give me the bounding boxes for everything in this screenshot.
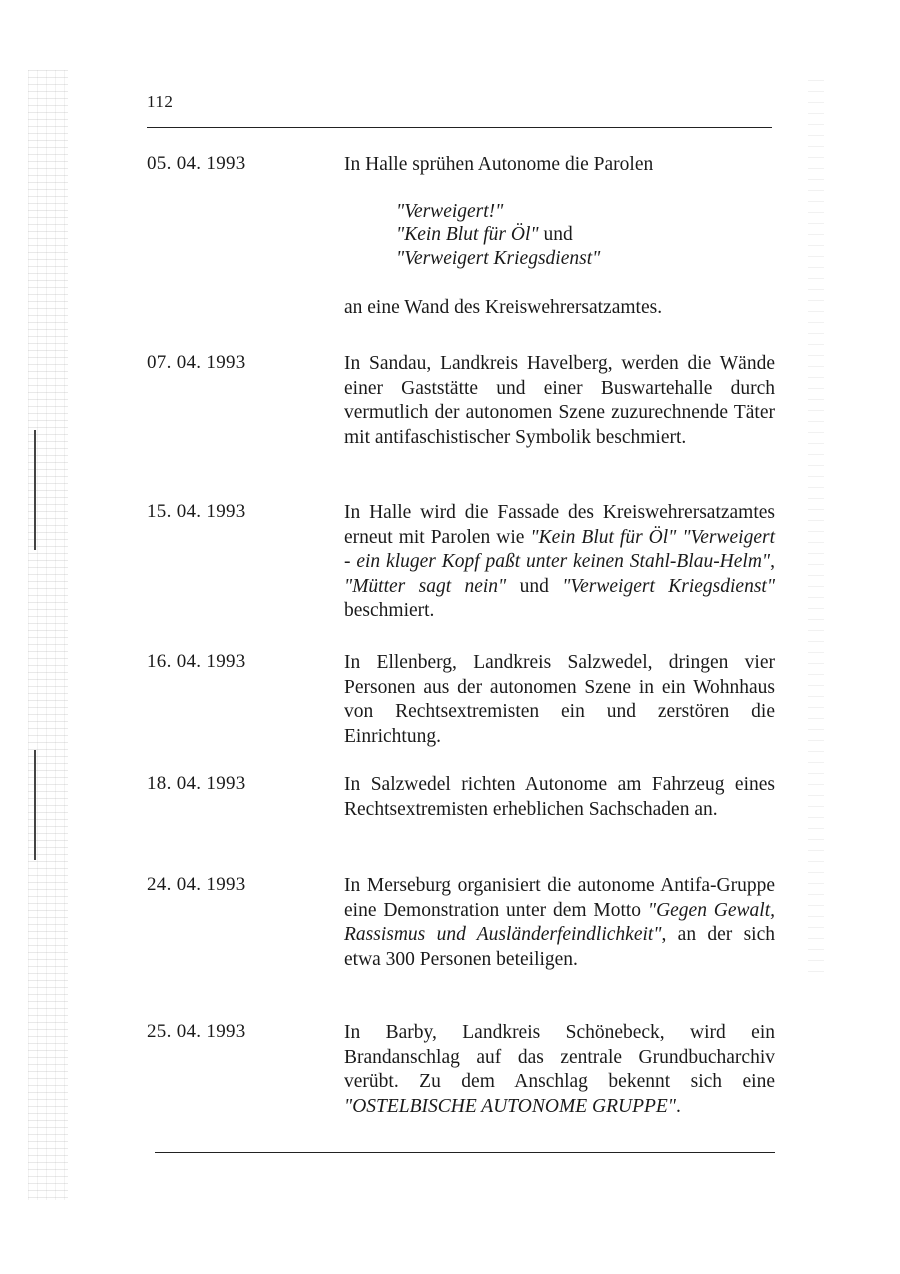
- text-run: , an der sich etwa 300 Personen beteiligen.: [344, 924, 775, 970]
- binding-mark: [34, 750, 36, 860]
- text-run: ,: [770, 551, 775, 572]
- entry-intro: In Halle sprühen Autonome die Parolen: [344, 154, 654, 175]
- quoted-motto: "Gegen Gewalt, Rassismus und Ausländerfeindlichkeit": [344, 899, 775, 945]
- entry-text: [344, 501, 775, 624]
- entry-date: 16. 04. 1993: [147, 651, 246, 672]
- slogan-list: [396, 200, 775, 271]
- slogan: "Verweigert Kriegsdienst": [396, 247, 601, 269]
- scan-edge-noise-right: [808, 80, 824, 980]
- entry-text: In Ellenberg, Landkreis Salzwedel, dringen vier Personen aus der autonomen Szene in ein Wohnhaus von Rechtsextremisten ein und zerstören die Einrichtung.: [344, 652, 775, 747]
- entry-date: 05. 04. 1993: [147, 153, 246, 174]
- text-run: und: [506, 575, 563, 597]
- quoted-slogans: "Kein Blut für Öl" "Verweigert - ein kluger Kopf paßt unter keinen Stahl-Blau-Helm": [344, 526, 775, 572]
- page-number: 112: [147, 92, 174, 111]
- entry-text: [344, 874, 775, 972]
- slogan: "Verweigert!": [396, 200, 504, 222]
- entry-outro: an eine Wand des Kreiswehrersatzamtes.: [344, 297, 663, 318]
- scan-edge-noise: [28, 70, 68, 1200]
- conjunction: und: [538, 224, 573, 245]
- entry-text: [344, 1021, 775, 1119]
- quoted-slogan: "Verweigert Kriegsdienst": [562, 575, 776, 597]
- entry-date: 24. 04. 1993: [147, 874, 246, 895]
- quoted-slogan: "Mütter sagt nein": [344, 575, 507, 597]
- slogan-text: "Kein Blut für Öl": [396, 224, 539, 245]
- text-run: In Barby, Landkreis Schönebeck, wird ein Brandanschlag auf das zentrale Grundbucharchiv verübt. Zu dem Anschlag bekennt sich eine: [344, 1022, 775, 1092]
- text-run: .: [676, 1095, 681, 1117]
- entry-date: 15. 04. 1993: [147, 501, 246, 522]
- entry-text: [344, 153, 775, 321]
- entry-text: In Salzwedel richten Autonome am Fahrzeug eines Rechtsextremisten erheblichen Sachschaden an.: [344, 774, 775, 820]
- text-run: In Halle wird die Fassade des Kreiswehrersatzamtes erneut mit Parolen wie: [344, 502, 775, 548]
- text-run: In Merseburg organisiert die autonome Antifa-Gruppe eine Demonstration unter dem Motto: [344, 875, 775, 921]
- header-rule: [147, 127, 772, 128]
- entry-date: 07. 04. 1993: [147, 352, 246, 373]
- footer-rule: [155, 1152, 775, 1153]
- entry-date: 25. 04. 1993: [147, 1021, 246, 1042]
- binding-mark: [34, 430, 36, 550]
- text-run: beschmiert.: [344, 600, 435, 621]
- entry-date: 18. 04. 1993: [147, 773, 246, 794]
- slogan: [396, 223, 775, 247]
- group-name: "OSTELBISCHE AUTONOME GRUPPE": [344, 1095, 676, 1117]
- entry-text: In Sandau, Landkreis Havelberg, werden die Wände einer Gaststätte und einer Buswartehalle durch vermutlich der autonomen Szene zuzurechnende Täter mit antifaschistischer Symbolik beschmiert.: [344, 353, 775, 448]
